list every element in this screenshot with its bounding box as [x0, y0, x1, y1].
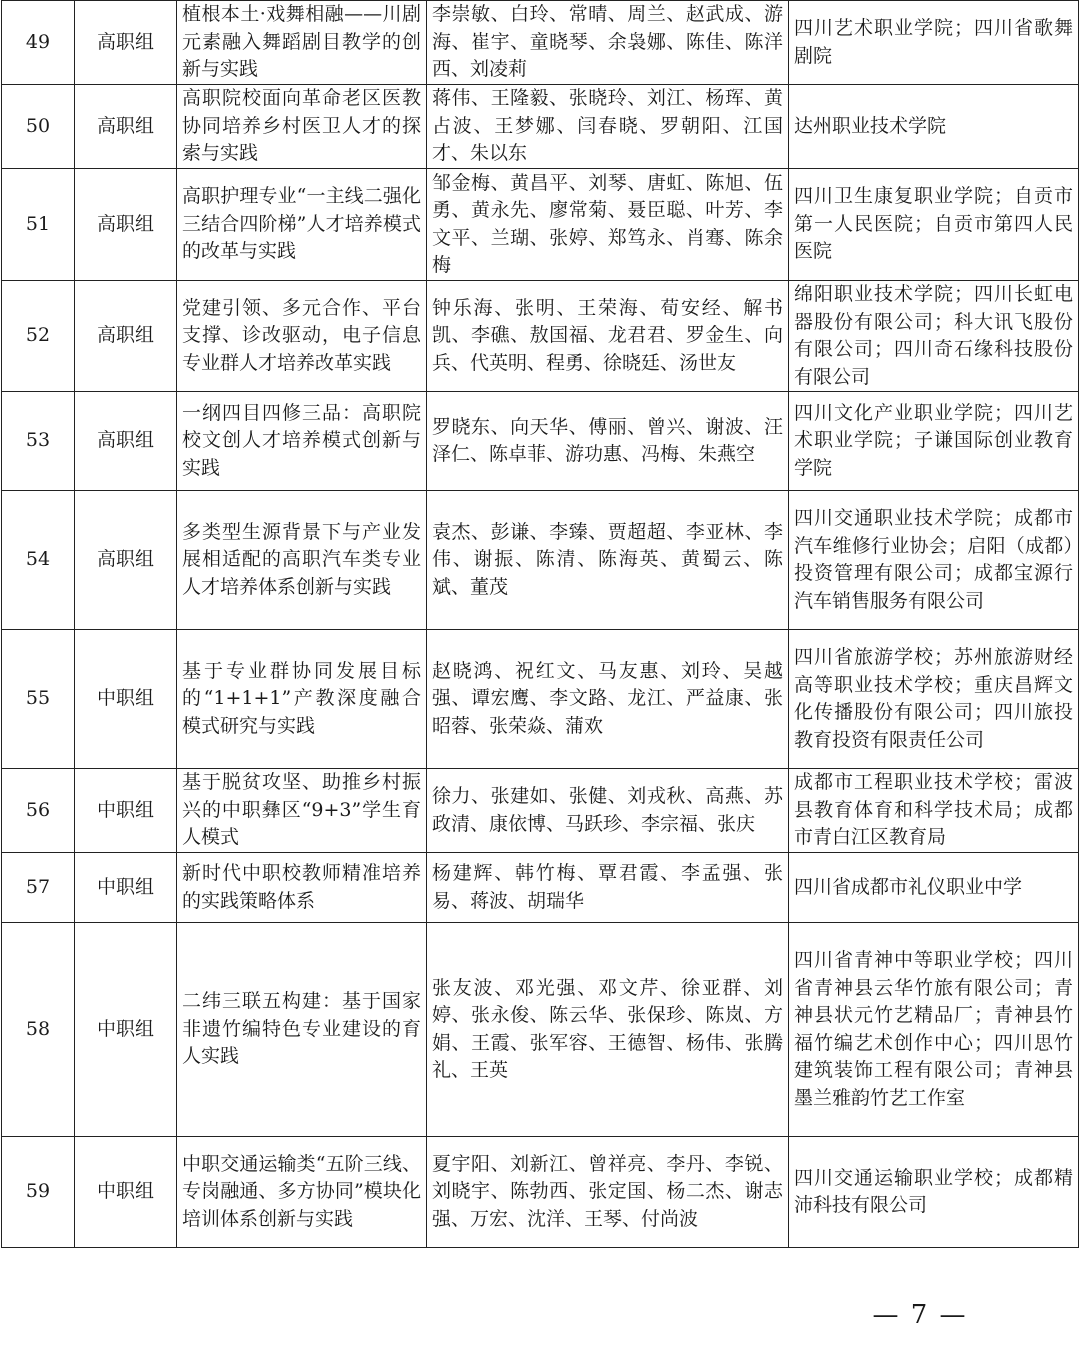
table-row	[2, 1137, 1079, 1248]
members-cell: 赵晓鸿、祝红文、马友惠、刘玲、吴越强、谭宏鹰、李文路、龙江、严益康、张昭蓉、张荣焱、蒲欢	[427, 630, 789, 769]
members-cell: 袁杰、彭谦、李臻、贾超超、李亚林、李伟、谢振、陈清、陈海英、黄蜀云、陈斌、董茂	[427, 491, 789, 630]
units-cell: 绵阳职业技术学院；四川长虹电器股份有限公司；科大讯飞股份有限公司；四川奇石缘科技股份有限公司	[789, 281, 1079, 392]
row-number: 50	[2, 85, 75, 169]
row-number: 58	[2, 923, 75, 1137]
units-cell: 四川交通运输职业学校；成都精沛科技有限公司	[789, 1137, 1079, 1248]
table-row	[2, 85, 1079, 169]
project-title-cell: 植根本土·戏舞相融——川剧元素融入舞蹈剧目教学的创新与实践	[177, 1, 427, 85]
project-title-cell: 党建引领、多元合作、平台支撑、诊改驱动，电子信息专业群人才培养改革实践	[177, 281, 427, 392]
units-cell: 四川省成都市礼仪职业中学	[789, 853, 1079, 923]
group-cell: 中职组	[75, 769, 177, 853]
project-title-cell: 二纬三联五构建：基于国家非遗竹编特色专业建设的育人实践	[177, 923, 427, 1137]
project-title-cell: 一纲四目四修三品：高职院校文创人才培养模式创新与实践	[177, 392, 427, 491]
members-cell: 李崇敏、白玲、常晴、周兰、赵武成、游海、崔宇、童晓琴、余袅娜、陈佳、陈洋西、刘凌莉	[427, 1, 789, 85]
units-cell: 四川交通职业技术学院；成都市汽车维修行业协会；启阳（成都）投资管理有限公司；成都宝源行汽车销售服务有限公司	[789, 491, 1079, 630]
row-number: 49	[2, 1, 75, 85]
row-number: 54	[2, 491, 75, 630]
units-cell: 四川省旅游学校；苏州旅游财经高等职业技术学校；重庆昌辉文化传播股份有限公司；四川旅投教育投资有限责任公司	[789, 630, 1079, 769]
table-row	[2, 853, 1079, 923]
row-number: 57	[2, 853, 75, 923]
units-cell: 四川文化产业职业学院；四川艺术职业学院；子谦国际创业教育学院	[789, 392, 1079, 491]
row-number: 59	[2, 1137, 75, 1248]
group-cell: 中职组	[75, 853, 177, 923]
units-cell: 四川艺术职业学院；四川省歌舞剧院	[789, 1, 1079, 85]
table-row	[2, 392, 1079, 491]
table-row	[2, 281, 1079, 392]
row-number: 52	[2, 281, 75, 392]
project-title-cell: 基于专业群协同发展目标的“1+1+1”产教深度融合模式研究与实践	[177, 630, 427, 769]
members-cell: 徐力、张建如、张健、刘戎秋、高燕、苏政清、康依博、马跃珍、李宗福、张庆	[427, 769, 789, 853]
members-cell: 钟乐海、张明、王荣海、荀安经、解书凯、李礁、敖国福、龙君君、罗金生、向兵、代英明、程勇、徐晓廷、汤世友	[427, 281, 789, 392]
project-title-cell: 多类型生源背景下与产业发展相适配的高职汽车类专业人才培养体系创新与实践	[177, 491, 427, 630]
group-cell: 中职组	[75, 630, 177, 769]
row-number: 51	[2, 169, 75, 281]
members-cell: 邹金梅、黄昌平、刘琴、唐虹、陈旭、伍勇、黄永先、廖常菊、聂臣聪、叶芳、李文平、兰瑚、张婷、郑笃永、肖骞、陈余梅	[427, 169, 789, 281]
units-cell: 四川卫生康复职业学院；自贡市第一人民医院；自贡市第四人民医院	[789, 169, 1079, 281]
members-cell: 张友波、邓光强、邓文芹、徐亚群、刘婷、张永俊、陈云华、张保珍、陈岚、方娟、王霞、张军容、王德智、杨伟、张腾礼、王英	[427, 923, 789, 1137]
project-title-cell: 新时代中职校教师精准培养的实践策略体系	[177, 853, 427, 923]
group-cell: 高职组	[75, 392, 177, 491]
group-cell: 高职组	[75, 281, 177, 392]
row-number: 55	[2, 630, 75, 769]
group-cell: 高职组	[75, 85, 177, 169]
row-number: 53	[2, 392, 75, 491]
table-row	[2, 1, 1079, 85]
project-title-cell: 基于脱贫攻坚、助推乡村振兴的中职彝区“9+3”学生育人模式	[177, 769, 427, 853]
table-row	[2, 769, 1079, 853]
row-number: 56	[2, 769, 75, 853]
project-title-cell: 高职护理专业“一主线二强化三结合四阶梯”人才培养模式的改革与实践	[177, 169, 427, 281]
table-row	[2, 630, 1079, 769]
members-cell: 夏宇阳、刘新江、曾祥亮、李丹、李锐、刘晓宇、陈勃西、张定国、杨二杰、谢志强、万宏、沈洋、王琴、付尚波	[427, 1137, 789, 1248]
project-title-cell: 中职交通运输类“五阶三线、专岗融通、多方协同”模块化培训体系创新与实践	[177, 1137, 427, 1248]
units-cell: 成都市工程职业技术学校；雷波县教育体育和科学技术局；成都市青白江区教育局	[789, 769, 1079, 853]
members-cell: 蒋伟、王隆毅、张晓玲、刘江、杨珲、黄占波、王梦娜、闫春晓、罗朝阳、江国才、朱以东	[427, 85, 789, 169]
units-cell: 达州职业技术学院	[789, 85, 1079, 169]
group-cell: 中职组	[75, 923, 177, 1137]
group-cell: 高职组	[75, 169, 177, 281]
group-cell: 高职组	[75, 1, 177, 85]
units-cell: 四川省青神中等职业学校；四川省青神县云华竹旅有限公司；青神县状元竹艺精品厂；青神县竹福竹编艺术创作中心；四川思竹建筑装饰工程有限公司；青神县墨兰雅韵竹艺工作室	[789, 923, 1079, 1137]
table-row	[2, 169, 1079, 281]
table-row	[2, 491, 1079, 630]
group-cell: 高职组	[75, 491, 177, 630]
group-cell: 中职组	[75, 1137, 177, 1248]
page-number: — 7 —	[872, 1300, 968, 1330]
members-cell: 杨建辉、韩竹梅、覃君霞、李孟强、张易、蒋波、胡瑞华	[427, 853, 789, 923]
members-cell: 罗晓东、向天华、傅丽、曾兴、谢波、汪泽仁、陈卓菲、游功惠、冯梅、朱燕空	[427, 392, 789, 491]
project-title-cell: 高职院校面向革命老区医教协同培养乡村医卫人才的探索与实践	[177, 85, 427, 169]
awards-table	[1, 0, 1079, 1248]
table-row	[2, 923, 1079, 1137]
